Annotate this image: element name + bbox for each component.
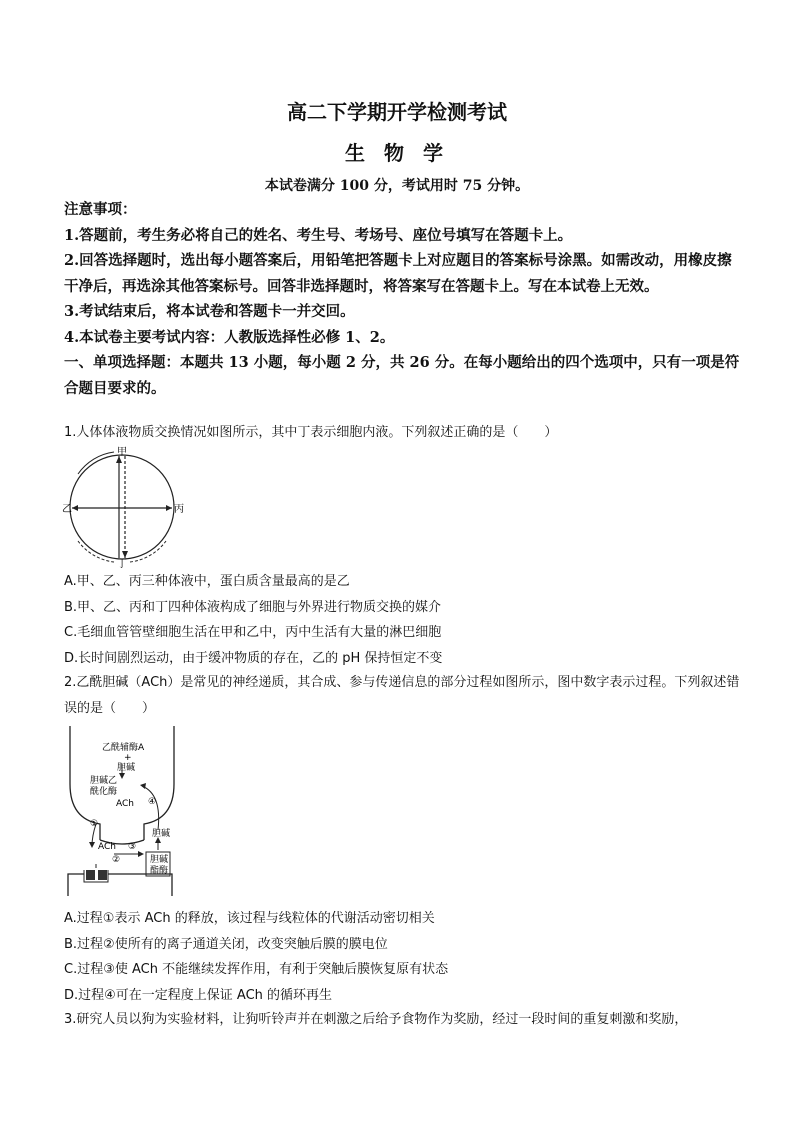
- note-item-2: 2.回答选择题时，选出每小题答案后，用铅笔把答题卡上对应题目的答案标号涂黑。如需改动，用橡皮擦干净后，再选涂其他答案标号。回答非选择题时，将答案写在答题卡上。写在本试卷上无效。: [64, 252, 732, 295]
- q2-option-a: A.过程①表示 ACh 的释放，该过程与线粒体的代谢活动密切相关: [64, 911, 435, 926]
- q2-label-ach-inner: ACh: [116, 799, 134, 809]
- q2-label-enzyme-1: 胆碱乙: [90, 776, 118, 786]
- q1-options: [64, 569, 744, 671]
- q2-label-ach-cleft: ACh: [98, 842, 116, 852]
- q2-step-4: ④: [148, 797, 157, 807]
- notes-section: [64, 197, 744, 401]
- q1-option-d: D.长时间剧烈运动，由于缓冲物质的存在，乙的 pH 保持恒定不变: [64, 650, 443, 666]
- q1-stem: 1.人体体液物质交换情况如图所示，其中丁表示细胞内液。下列叙述正确的是（ ）: [64, 425, 558, 440]
- q1-option-b: B.甲、乙、丙和丁四种体液构成了细胞与外界进行物质交换的媒介: [64, 599, 442, 615]
- q1-option-a: A.甲、乙、丙三种体液中，蛋白质含量最高的是乙: [64, 574, 350, 589]
- q2-label-choline: 胆碱: [117, 763, 136, 773]
- q1-label-top: 甲: [117, 447, 127, 458]
- subject-title: 生 物 学: [345, 141, 449, 165]
- q2-option-b: B.过程②使所有的离子通道关闭，改变突触后膜的膜电位: [64, 936, 388, 952]
- notes-heading: 注意事项：: [64, 201, 137, 218]
- q2-option-d: D.过程④可在一定程度上保证 ACh 的循环再生: [64, 987, 333, 1003]
- q2-step-2: ②: [112, 855, 121, 865]
- section-heading: 一、单项选择题：本题共 13 小题，每小题 2 分，共 26 分。在每小题给出的四个选项中，只有一项是符合题目要求的。: [64, 354, 740, 397]
- note-item-1: 1.答题前，考生务必将自己的姓名、考生号、考场号、座位号填写在答题卡上。: [64, 226, 573, 244]
- q2-label-esterase-1: 胆碱: [150, 855, 169, 865]
- q2-label-choline-out: 胆碱: [152, 829, 171, 839]
- q3-stem: 3.研究人员以狗为实验材料，让狗听铃声并在刺激之后给予食物作为奖励，经过一段时间的重复刺激和奖励，: [64, 1012, 688, 1027]
- q1-figure: [60, 446, 188, 568]
- q1-option-c: C.毛细血管管壁细胞生活在甲和乙中，丙中生活有大量的淋巴细胞: [64, 625, 442, 640]
- q2-step-1: ①: [90, 819, 99, 829]
- q2-step-3: ③: [128, 842, 137, 852]
- q2-label-enzyme-2: 酰化酶: [90, 787, 118, 797]
- note-item-3: 3.考试结束后，将本试卷和答题卡一并交回。: [64, 303, 355, 320]
- q1-label-left: 乙: [62, 504, 72, 515]
- q2-options: [64, 906, 744, 1008]
- q2-option-c: C.过程③使 ACh 不能继续发挥作用，有利于突触后膜恢复原有状态: [64, 962, 449, 977]
- note-item-4: 4.本试卷主要考试内容：人教版选择性必修 1、2。: [64, 328, 395, 346]
- q1-label-bottom: 丁: [117, 559, 127, 568]
- q2-label-esterase-2: 酯酶: [150, 866, 169, 876]
- q2-figure: [62, 724, 192, 896]
- q2-label-plus: +: [124, 753, 132, 763]
- exam-info: 本试卷满分 100 分，考试用时 75 分钟。: [264, 178, 530, 194]
- q2-label-acetyl-coa: 乙酰辅酶A: [102, 743, 145, 753]
- exam-title: 高二下学期开学检测考试: [287, 100, 507, 124]
- q1-label-right: 丙: [174, 504, 184, 515]
- q2-stem: 2.乙酰胆碱（ACh）是常见的神经递质，其合成、参与传递信息的部分过程如图所示，图中数字表示过程。下列叙述错误的是（ ）: [64, 675, 740, 716]
